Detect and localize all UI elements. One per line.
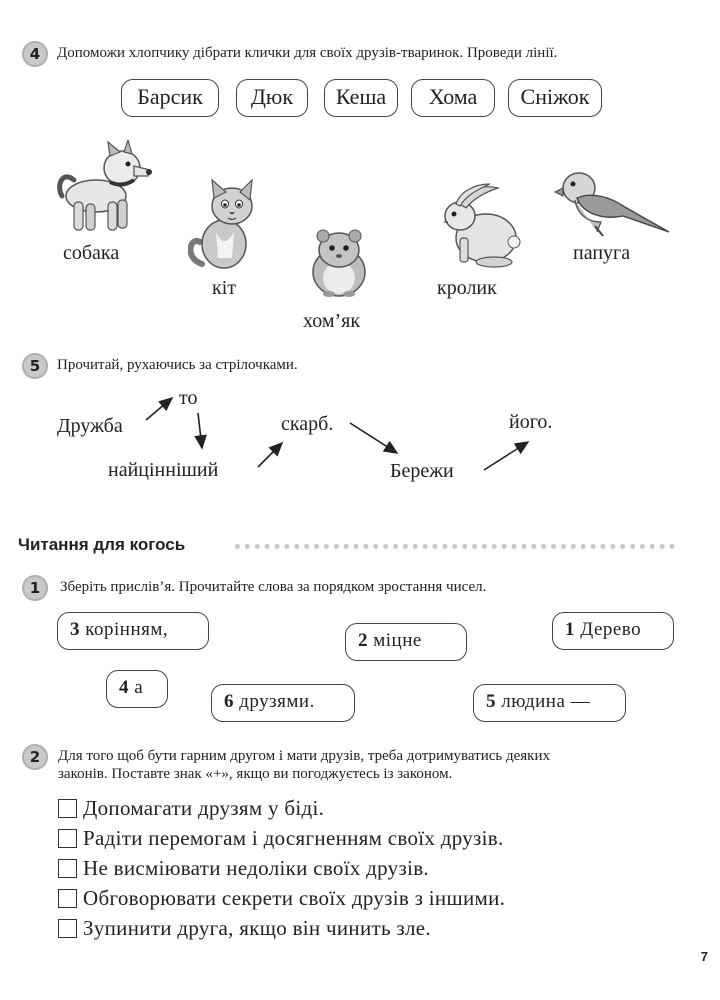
page-number: 7	[700, 949, 708, 964]
law-text: Радіти перемогам і досягненням своїх друзів.	[83, 826, 504, 850]
word-card-word: Дерево	[580, 619, 642, 640]
word-card-number: 1	[565, 619, 575, 640]
word-card-1[interactable]	[552, 612, 674, 650]
section-divider	[235, 544, 675, 549]
animal-label-rabbit: кролик	[437, 277, 497, 299]
law-checkbox[interactable]	[58, 859, 77, 878]
word-card-word: друзями.	[239, 691, 315, 712]
law-item	[58, 796, 324, 821]
word-card-2[interactable]	[345, 623, 467, 661]
word-card-number: 3	[70, 619, 80, 640]
law-item	[58, 826, 504, 851]
task-2-instruction-line1: Для того щоб бути гарним другом і мати друзів, треба дотримуватись деяких	[58, 748, 550, 764]
word-card-word: а	[134, 677, 144, 698]
word-yoho: його.	[509, 411, 553, 433]
word-card-number: 4	[119, 677, 129, 698]
name-card-barsyk[interactable]: Барсик	[121, 79, 219, 117]
task-4-instruction: Допоможи хлопчику дібрати клички для своїх друзів-тваринок. Проведи лінії.	[57, 45, 558, 61]
animal-label-cat: кіт	[212, 277, 237, 299]
word-card-3[interactable]	[57, 612, 209, 650]
law-item	[58, 886, 505, 911]
word-card-4[interactable]	[106, 670, 168, 708]
animal-label-parrot: папуга	[573, 242, 631, 264]
word-card-number: 5	[486, 691, 496, 712]
task-2-instruction-line2: законів. Поставте знак «+», якщо ви погоджуєтесь із законом.	[58, 766, 453, 782]
word-berezhy: Бережи	[390, 460, 454, 482]
law-checkbox[interactable]	[58, 919, 77, 938]
word-card-5[interactable]	[473, 684, 626, 722]
word-card-word: міцне	[373, 630, 422, 651]
word-druzhba: Дружба	[57, 415, 123, 437]
name-card-kesha[interactable]: Кеша	[324, 79, 398, 117]
name-card-khoma[interactable]: Хома	[411, 79, 495, 117]
task-4-number: 4	[22, 41, 48, 67]
law-text: Обговорювати секрети своїх друзів з іншими.	[83, 886, 506, 910]
word-naitsinnishyi: найцінніший	[108, 459, 219, 481]
law-checkbox[interactable]	[58, 799, 77, 818]
task-5-instruction: Прочитай, рухаючись за стрілочками.	[57, 357, 298, 373]
word-card-number: 6	[224, 691, 234, 712]
task-1-instruction: Зберіть прислів’я. Прочитайте слова за порядком зростання чисел.	[60, 579, 487, 595]
law-text: Зупинити друга, якщо він чинить зле.	[83, 916, 431, 940]
word-card-word: корінням,	[85, 619, 169, 640]
law-item	[58, 856, 429, 881]
word-card-6[interactable]	[211, 684, 355, 722]
word-to: то	[179, 387, 198, 409]
section-title: Читання для когось	[18, 535, 186, 554]
word-card-word: людина —	[501, 691, 591, 712]
word-card-number: 2	[358, 630, 368, 651]
name-card-dyuk[interactable]: Дюк	[236, 79, 308, 117]
animal-label-dog: собака	[63, 242, 120, 264]
animal-label-hamster: хом’як	[303, 310, 361, 332]
law-checkbox[interactable]	[58, 829, 77, 848]
law-item	[58, 916, 431, 941]
law-checkbox[interactable]	[58, 889, 77, 908]
name-card-snizhok[interactable]: Сніжок	[508, 79, 602, 117]
law-text: Допомагати друзям у біді.	[83, 796, 325, 820]
word-skarb: скарб.	[281, 413, 334, 435]
task-1-number: 1	[22, 575, 48, 601]
task-2-number: 2	[22, 744, 48, 770]
law-text: Не висміювати недоліки своїх друзів.	[83, 856, 429, 880]
task-5-number: 5	[22, 353, 48, 379]
